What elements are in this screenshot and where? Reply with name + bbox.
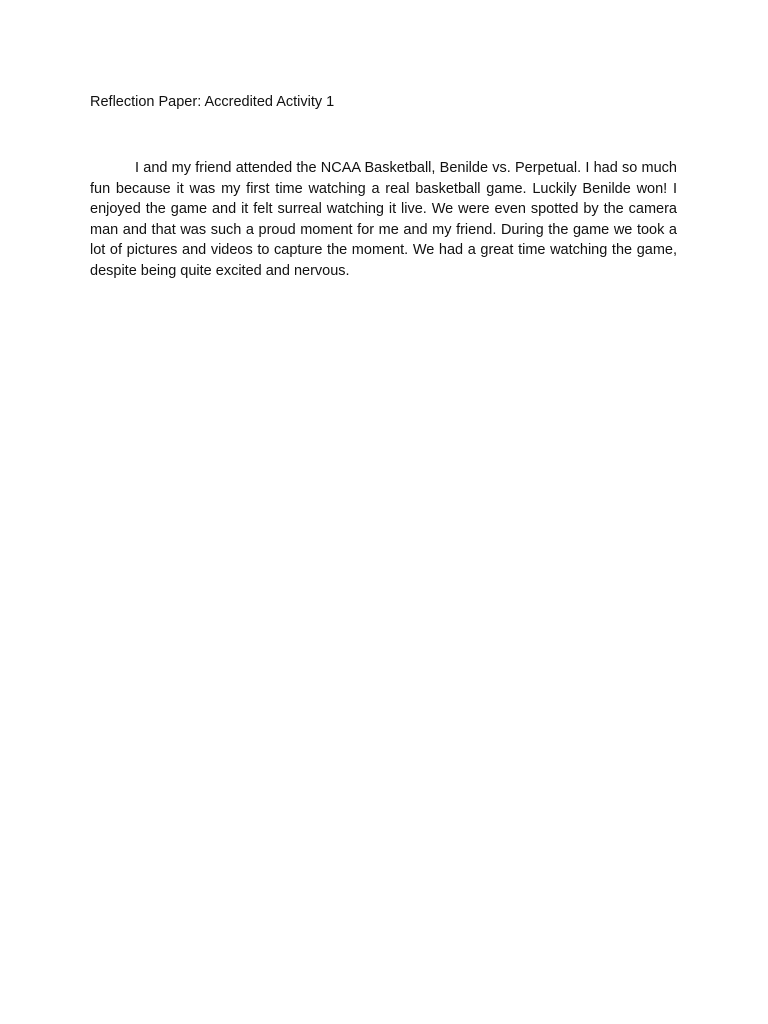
body-paragraph: I and my friend attended the NCAA Basketball, Benilde vs. Perpetual. I had so much fun because it was my first time watching a real basketball game. Luckily Benilde won! I enjoyed the game and it felt surreal watching it live. We were even spotted by the camera man and that was such a proud moment for me and my friend. During the game we took a lot of pictures and videos to capture the moment. We had a great time watching the game, despite being quite excited and nervous.: [90, 160, 677, 279]
document-title: Reflection Paper: Accredited Activity 1: [90, 94, 335, 110]
